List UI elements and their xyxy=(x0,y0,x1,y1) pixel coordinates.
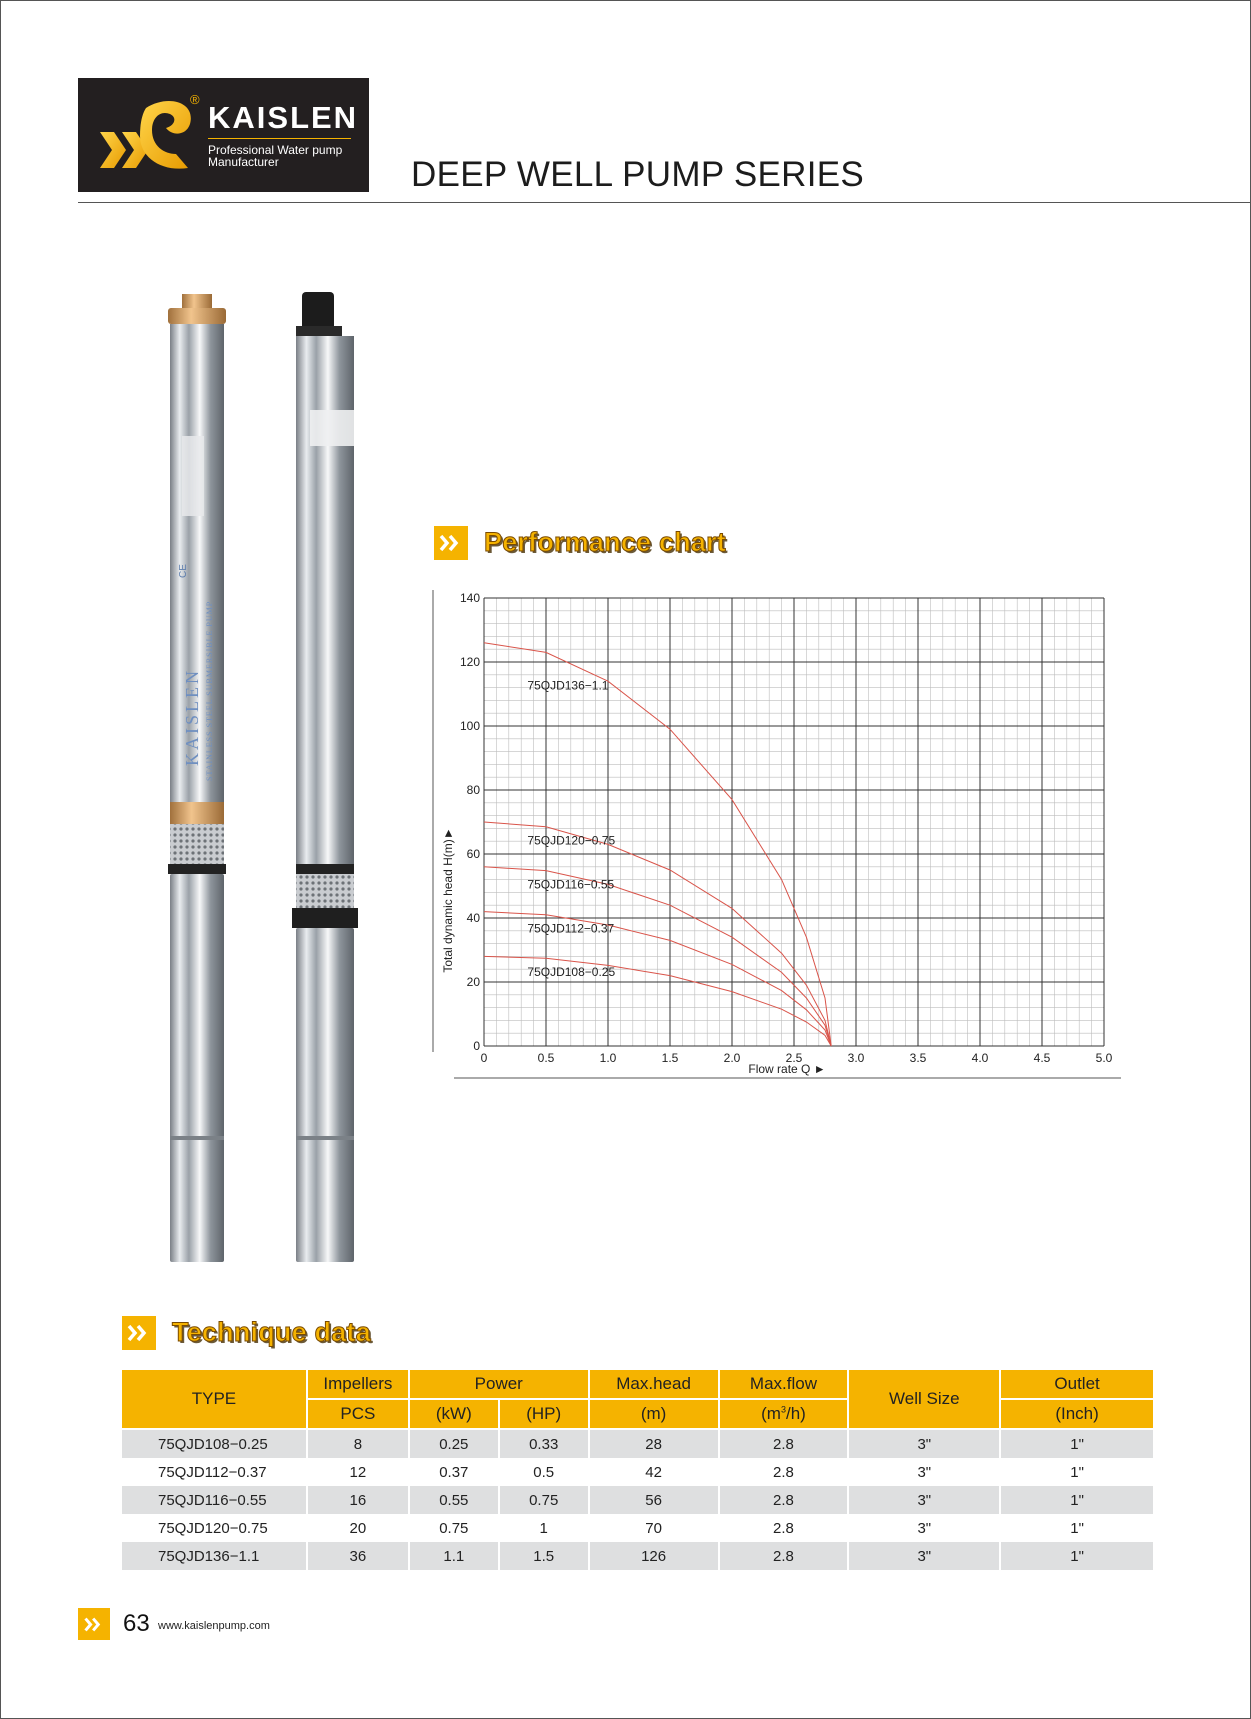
pump-left-ce: CE xyxy=(178,564,189,578)
header-m3h-post: /h) xyxy=(785,1404,806,1423)
cell-well: 3" xyxy=(848,1542,1000,1570)
x-tick-label: 5.0 xyxy=(1095,1051,1113,1065)
cell-type: 75QJD136−1.1 xyxy=(122,1542,307,1570)
table-row xyxy=(122,1458,1154,1486)
series-label: 75QJD116−0.55 xyxy=(527,877,615,892)
series-label: 75QJD120−0.75 xyxy=(527,833,616,848)
series-label: 75QJD136−1.1 xyxy=(527,678,609,693)
cell-outlet: 1" xyxy=(1000,1542,1154,1570)
performance-section-title: Performance chart xyxy=(484,527,726,557)
y-tick-label: 140 xyxy=(459,591,480,605)
series-label: 75QJD112−0.37 xyxy=(527,921,615,936)
cell-type: 75QJD116−0.55 xyxy=(122,1486,307,1514)
chart-y-ticks xyxy=(460,591,480,1053)
cell-head: 126 xyxy=(589,1542,719,1570)
tagline-line-2: Manufacturer xyxy=(208,155,279,169)
cell-type: 75QJD108−0.25 xyxy=(122,1429,307,1458)
technique-section-icon xyxy=(122,1316,156,1350)
cell-well: 3" xyxy=(848,1458,1000,1486)
cell-outlet: 1" xyxy=(1000,1458,1154,1486)
cell-kw: 0.55 xyxy=(409,1486,499,1514)
x-tick-label: 1.0 xyxy=(599,1051,617,1065)
cell-hp: 1 xyxy=(499,1514,589,1542)
x-tick-label: 0 xyxy=(480,1051,488,1065)
cell-head: 70 xyxy=(589,1514,719,1542)
pump-right xyxy=(292,292,358,1262)
series-label: 75QJD108−0.25 xyxy=(527,965,616,980)
technique-section-title: Technique data xyxy=(172,1317,371,1347)
cell-pcs: 20 xyxy=(307,1514,409,1542)
header-power: Power xyxy=(409,1370,589,1399)
cell-pcs: 12 xyxy=(307,1458,409,1486)
pump-left-brand: KAISLEN xyxy=(182,668,202,766)
website-link[interactable]: www.kaislenpump.com xyxy=(158,1620,270,1632)
x-tick-label: 2.5 xyxy=(785,1051,803,1065)
table-row xyxy=(122,1486,1154,1514)
double-chevron-icon xyxy=(127,1323,151,1343)
cell-hp: 1.5 xyxy=(499,1542,589,1570)
cell-pcs: 36 xyxy=(307,1542,409,1570)
cell-head: 56 xyxy=(589,1486,719,1514)
cell-kw: 1.1 xyxy=(409,1542,499,1570)
cell-well: 3" xyxy=(848,1514,1000,1542)
brand-name: KAISLEN xyxy=(208,100,359,135)
registered-mark: ® xyxy=(190,92,200,107)
performance-chart xyxy=(430,580,1130,1080)
cell-type: 75QJD120−0.75 xyxy=(122,1514,307,1542)
brand-tagline xyxy=(208,144,358,168)
cell-well: 3" xyxy=(848,1486,1000,1514)
y-tick-label: 80 xyxy=(466,783,480,797)
cell-well: 3" xyxy=(848,1429,1000,1458)
header-kw: (kW) xyxy=(409,1399,499,1429)
cell-outlet: 1" xyxy=(1000,1514,1154,1542)
header-m3h-sup: 3 xyxy=(780,1404,786,1415)
header-inch: (Inch) xyxy=(1000,1399,1154,1429)
cell-pcs: 16 xyxy=(307,1486,409,1514)
chart-curve-labels xyxy=(527,678,615,979)
cell-outlet: 1" xyxy=(1000,1429,1154,1458)
x-tick-label: 4.0 xyxy=(971,1051,989,1065)
pump-images xyxy=(160,286,375,1286)
x-tick-label: 3.0 xyxy=(847,1051,865,1065)
cell-outlet: 1" xyxy=(1000,1486,1154,1514)
cell-flow: 2.8 xyxy=(719,1458,849,1486)
pump-left xyxy=(168,294,226,1262)
header-hp: (HP) xyxy=(499,1399,589,1429)
table-row xyxy=(122,1542,1154,1570)
header-divider xyxy=(78,202,1250,203)
cell-kw: 0.25 xyxy=(409,1429,499,1458)
table-header-row-1 xyxy=(122,1370,1154,1399)
y-tick-label: 0 xyxy=(473,1039,480,1053)
chart-y-label: Total dynamic head H(m)► xyxy=(441,827,455,973)
technique-data-table xyxy=(122,1370,1155,1570)
header-well-size: Well Size xyxy=(848,1370,1000,1429)
y-tick-label: 60 xyxy=(466,847,480,861)
brand-divider xyxy=(208,138,351,139)
cell-hp: 0.5 xyxy=(499,1458,589,1486)
x-tick-label: 0.5 xyxy=(537,1051,555,1065)
header-impellers: Impellers xyxy=(307,1370,409,1399)
cell-flow: 2.8 xyxy=(719,1514,849,1542)
cell-kw: 0.75 xyxy=(409,1514,499,1542)
header-type: TYPE xyxy=(122,1370,307,1429)
footer-icon xyxy=(78,1608,110,1640)
cell-kw: 0.37 xyxy=(409,1458,499,1486)
header-m3h xyxy=(719,1399,849,1429)
y-tick-label: 20 xyxy=(466,975,480,989)
x-tick-label: 2.0 xyxy=(723,1051,741,1065)
cell-head: 42 xyxy=(589,1458,719,1486)
y-tick-label: 40 xyxy=(466,911,480,925)
logo-emblem-icon xyxy=(92,92,202,178)
tagline-line-1: Professional Water pump xyxy=(208,143,343,157)
cell-type: 75QJD112−0.37 xyxy=(122,1458,307,1486)
double-chevron-icon xyxy=(439,533,463,553)
y-tick-label: 120 xyxy=(459,655,480,669)
table-row xyxy=(122,1514,1154,1542)
kaislen-logo xyxy=(78,78,369,192)
pump-left-text: STAINLESS STEEL SUBMERSIBLE PUMP xyxy=(205,600,214,781)
x-tick-label: 3.5 xyxy=(909,1051,927,1065)
header-outlet: Outlet xyxy=(1000,1370,1154,1399)
cell-hp: 0.75 xyxy=(499,1486,589,1514)
page-number: 63 xyxy=(123,1610,150,1637)
y-tick-label: 100 xyxy=(459,719,480,733)
performance-section-icon xyxy=(434,526,468,560)
header-max-head: Max.head xyxy=(589,1370,719,1399)
x-tick-label: 4.5 xyxy=(1033,1051,1051,1065)
chart-x-label: Flow rate Q ► xyxy=(748,1062,826,1076)
cell-pcs: 8 xyxy=(307,1429,409,1458)
cell-head: 28 xyxy=(589,1429,719,1458)
table-row xyxy=(122,1429,1154,1458)
x-tick-label: 1.5 xyxy=(661,1051,679,1065)
header-m3h-pre: (m xyxy=(761,1404,781,1423)
page-title: DEEP WELL PUMP SERIES xyxy=(411,155,865,194)
header-max-flow: Max.flow xyxy=(719,1370,849,1399)
header-m: (m) xyxy=(589,1399,719,1429)
cell-hp: 0.33 xyxy=(499,1429,589,1458)
header-pcs: PCS xyxy=(307,1399,409,1429)
cell-flow: 2.8 xyxy=(719,1486,849,1514)
cell-flow: 2.8 xyxy=(719,1429,849,1458)
double-chevron-icon xyxy=(83,1616,105,1633)
cell-flow: 2.8 xyxy=(719,1542,849,1570)
